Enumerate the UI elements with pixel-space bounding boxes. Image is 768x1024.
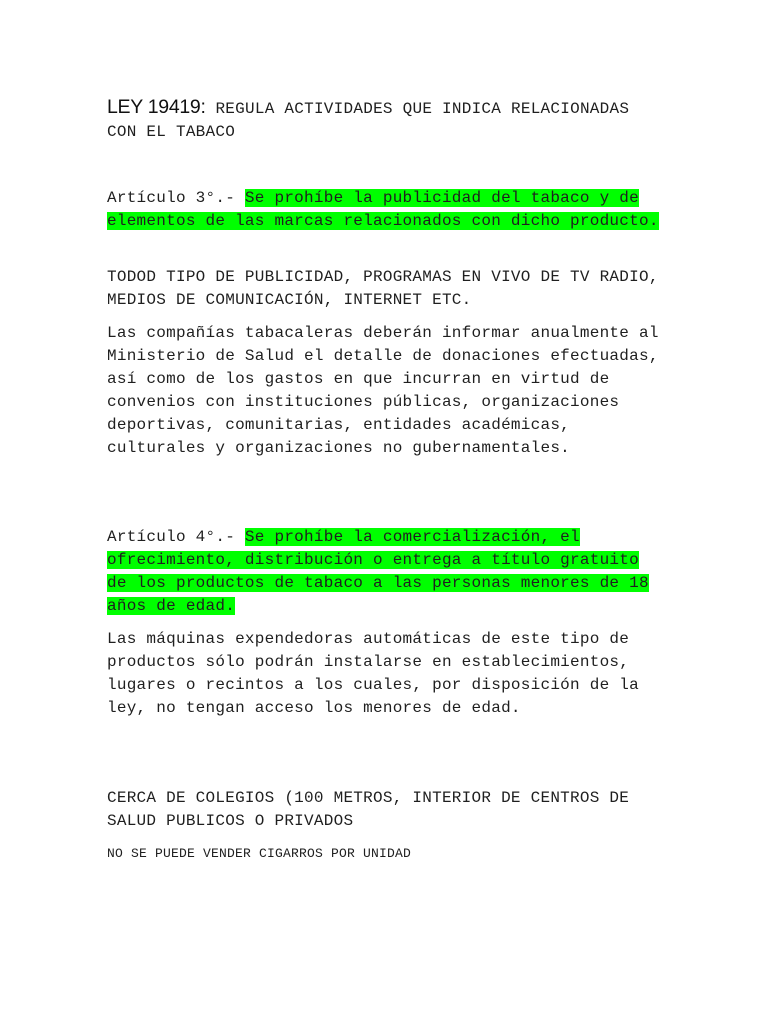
article-3-label: Artículo 3°.- xyxy=(107,189,245,207)
article-4 xyxy=(107,526,667,618)
law-subtitle: REGULA ACTIVIDADES QUE INDICA RELACIONADAS CON EL TABACO xyxy=(107,100,630,141)
article-4-highlighted-text: Se prohíbe la comercialización, el ofrecimiento, distribución o entrega a título gratuito de los productos de tabaco a las personas menores de 18 años de edad. xyxy=(107,528,649,615)
document-title xyxy=(107,96,667,144)
article-3 xyxy=(107,187,667,233)
article-4-label: Artículo 4°.- xyxy=(107,528,245,546)
schools-note: CERCA DE COLEGIOS (100 METROS, INTERIOR DE CENTROS DE SALUD PUBLICOS O PRIVADOS xyxy=(107,789,630,830)
advertising-note: TODOD TIPO DE PUBLICIDAD, PROGRAMAS EN VIVO DE TV RADIO, MEDIOS DE COMUNICACIÓN, INTERNET ETC. xyxy=(107,268,659,309)
vending-machines-paragraph: Las máquinas expendedoras automáticas de este tipo de productos sólo podrán instalarse en establecimientos, lugares o recintos a los cuales, por disposición de la ley, no tengan acceso los menores de edad. xyxy=(107,630,639,717)
unit-sale-note: NO SE PUEDE VENDER CIGARROS POR UNIDAD xyxy=(107,846,412,861)
law-code: LEY 19419: xyxy=(107,96,206,118)
donations-paragraph: Las compañías tabacaleras deberán informar anualmente al Ministerio de Salud el detalle de donaciones efectuadas, así como de los gastos en que incurran en virtud de convenios con instituciones públicas, organizaciones deportivas, comunitarias, entidades académicas, culturales y organizaciones no gubernamentales. xyxy=(107,324,659,457)
article-3-highlighted-text: Se prohíbe la publicidad del tabaco y de elementos de las marcas relacionados con dicho producto. xyxy=(107,189,659,230)
